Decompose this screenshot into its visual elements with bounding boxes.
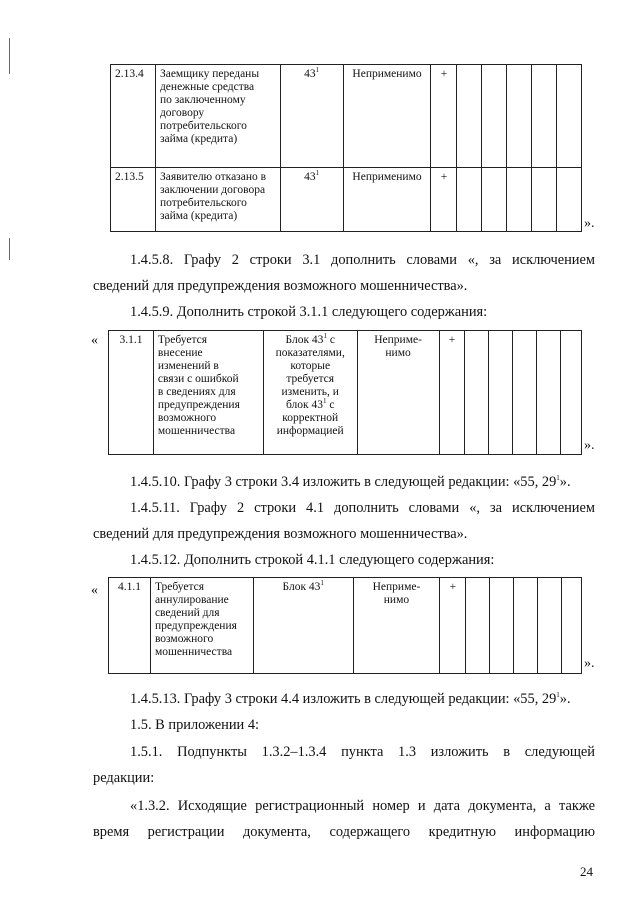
block-line: информацией	[276, 425, 344, 437]
desc-line: внесение	[157, 347, 203, 359]
desc-line: Заявителю отказано в	[159, 171, 267, 183]
row-description	[153, 331, 263, 455]
table-row	[111, 65, 582, 168]
margin-line-mid	[9, 238, 10, 260]
row-number: 4.1.1	[109, 578, 151, 674]
row-mark: +	[431, 168, 457, 232]
row-mark: +	[440, 578, 466, 674]
paragraph: 1.4.5.9. Дополнить строкой 3.1.1 следующего содержания:	[130, 304, 488, 320]
row-status: Неприменимо	[343, 168, 431, 232]
page-number: 24	[580, 864, 593, 879]
block-line: блок $43^1$ с	[285, 397, 335, 411]
desc-line: займа (кредита)	[159, 133, 238, 145]
table-row	[109, 331, 582, 455]
desc-line: возможного	[157, 412, 217, 424]
desc-line: займа (кредита)	[159, 210, 238, 222]
table-2	[108, 330, 582, 455]
desc-line: Требуется	[154, 581, 205, 593]
paragraph: 1.4.5.10. Графу 3 строки 3.4 изложить в следующей редакции: «55, $29^1$».	[130, 474, 571, 490]
paragraph: 1.5. В приложении 4:	[130, 717, 260, 733]
block-line: которые	[290, 360, 331, 372]
table-3	[108, 577, 582, 674]
paragraph: 1.4.5.12. Дополнить строкой 4.1.1 следующего содержания:	[130, 552, 495, 568]
row-block	[263, 331, 357, 455]
paragraph: 1.4.5.13. Графу 3 строки 4.4 изложить в следующей редакции: «55, $29^1$».	[130, 691, 571, 707]
desc-line: мошенничества	[157, 425, 236, 437]
desc-line: потребительского	[159, 120, 247, 132]
row-number: 2.13.5	[111, 168, 156, 232]
row-block: $43^1$	[280, 65, 343, 168]
desc-line: Заемщику переданы	[159, 68, 260, 80]
block-line: требуется	[286, 373, 335, 385]
table-row	[111, 168, 582, 232]
row-status: Неприменимо	[343, 65, 431, 168]
desc-line: аннулирование	[154, 594, 229, 606]
desc-line: предупреждения	[154, 620, 237, 632]
row-description	[150, 578, 253, 674]
row-mark: +	[439, 331, 465, 455]
open-quote: «	[91, 333, 98, 348]
desc-line: заключении договора	[159, 184, 266, 196]
open-quote: «	[91, 583, 98, 598]
row-status: Неприме- нимо	[357, 331, 439, 455]
paragraph: сведений для предупреждения возможного мошенничества».	[93, 526, 468, 542]
close-quote: ».	[584, 438, 595, 453]
desc-line: изменений в	[157, 360, 219, 372]
paragraph: «1.3.2. Исходящие регистрационный номер и дата документа, а также	[130, 798, 595, 814]
desc-line: договору	[159, 107, 205, 119]
paragraph: 1.5.1. Подпункты 1.3.2–1.3.4 пункта 1.3 изложить в следующей	[130, 744, 595, 760]
paragraph: 1.4.5.11. Графу 2 строки 4.1 дополнить словами «, за исключением	[130, 500, 595, 516]
row-block: $43^1$	[280, 168, 343, 232]
block-line: изменить, и	[281, 386, 339, 398]
close-quote: ».	[584, 656, 595, 671]
paragraph: сведений для предупреждения возможного мошенничества».	[93, 278, 468, 294]
desc-line: по заключенному	[159, 94, 246, 106]
desc-line: мошенничества	[154, 646, 233, 658]
margin-line-top	[9, 38, 10, 74]
paragraph: редакции:	[93, 770, 155, 786]
close-quote: ».	[584, 216, 595, 231]
block-line: Блок $43^1$ с	[285, 332, 335, 346]
desc-line: Требуется	[157, 334, 208, 346]
desc-line: связи с ошибкой	[157, 373, 239, 385]
desc-line: денежные средства	[159, 81, 255, 93]
row-description	[155, 65, 280, 168]
table-row	[109, 578, 582, 674]
desc-line: предупреждения	[157, 399, 240, 411]
block-line: показателями,	[275, 347, 345, 359]
row-block: Блок $43^1$	[253, 578, 353, 674]
row-number: 3.1.1	[109, 331, 154, 455]
table-1	[110, 64, 582, 232]
paragraph: 1.4.5.8. Графу 2 строки 3.1 дополнить словами «, за исключением	[130, 252, 595, 268]
row-number: 2.13.4	[111, 65, 156, 168]
paragraph: время регистрации документа, содержащего кредитную информацию	[93, 824, 595, 840]
desc-line: в сведениях для	[157, 386, 236, 398]
row-description	[155, 168, 280, 232]
desc-line: сведений для	[154, 607, 220, 619]
row-status: Неприме- нимо	[353, 578, 440, 674]
desc-line: возможного	[154, 633, 214, 645]
block-line: корректной	[282, 412, 339, 424]
row-mark: +	[431, 65, 457, 168]
desc-line: потребительского	[159, 197, 247, 209]
